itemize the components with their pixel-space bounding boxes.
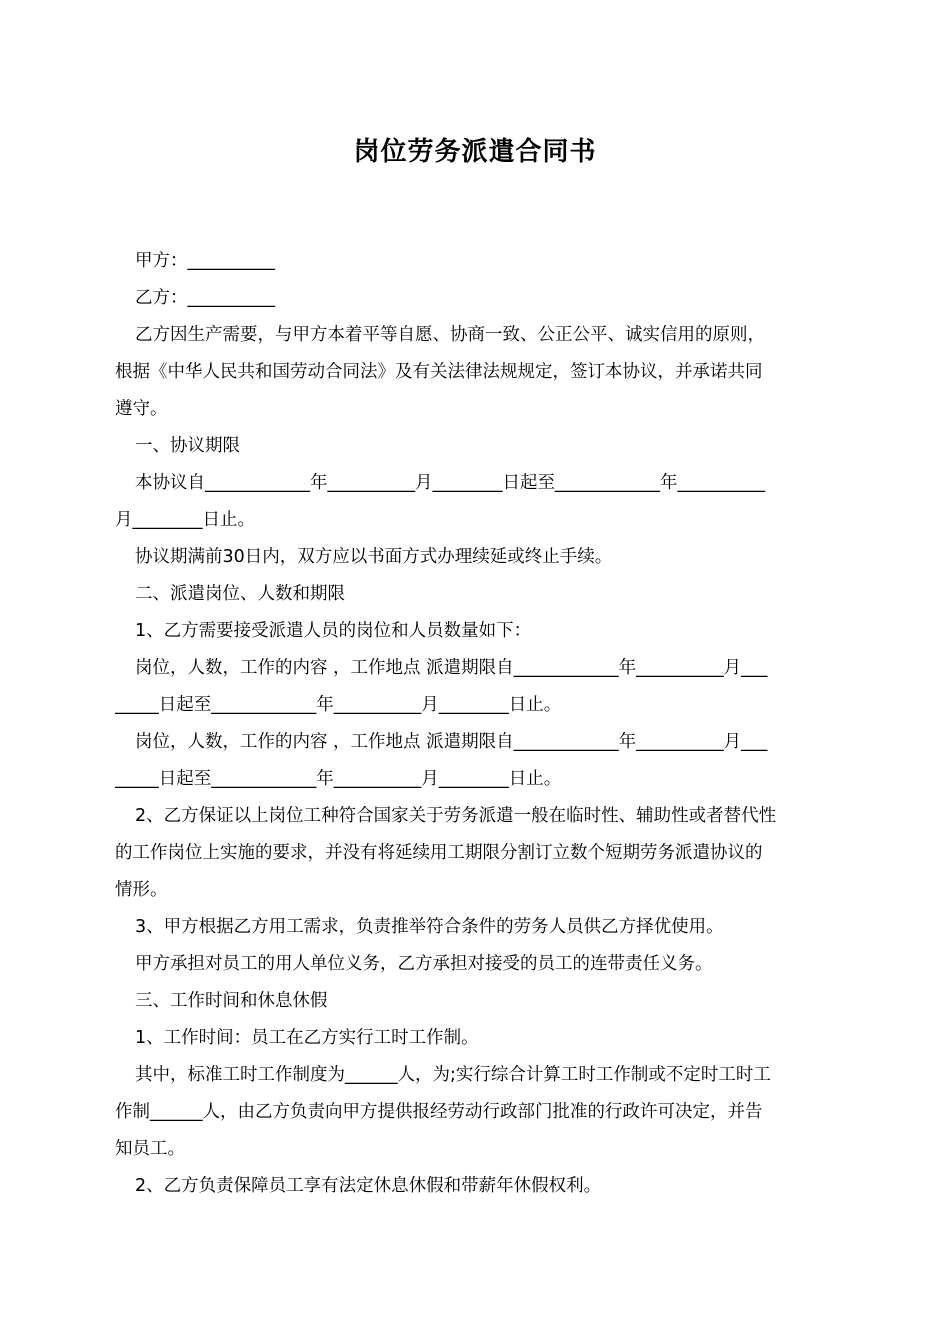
document-line: 情形。 <box>115 880 168 900</box>
document-line: 本协议自____________年__________月________日起至____________年__________ <box>135 473 765 493</box>
document-line: 2、乙方负责保障员工享有法定休息休假和带薪年休假权利。 <box>135 1176 602 1196</box>
document-line: 3、甲方根据乙方用工需求，负责推举符合条件的劳务人员供乙方择优使用。 <box>135 917 724 937</box>
document-line: _____日起至____________年__________月________日止。 <box>115 769 562 789</box>
document-line: 一、协议期限 <box>135 436 240 456</box>
document-line: 1、工作时间：员工在乙方实行工时工作制。 <box>135 1028 479 1048</box>
document-line: 1、乙方需要接受派遣人员的岗位和人员数量如下： <box>135 621 532 641</box>
document-line: 乙方因生产需要，与甲方本着平等自愿、协商一致、公正公平、诚实信用的原则， <box>135 325 765 345</box>
document-line: 遵守。 <box>115 399 168 419</box>
document-line: 甲方：__________ <box>135 251 275 271</box>
document-line: 协议期满前30日内，双方应以书面方式办理续延或终止手续。 <box>135 547 613 567</box>
document-line: 的工作岗位上实施的要求，并没有将延续用工期限分割订立数个短期劳务派遣协议的 <box>115 843 763 863</box>
document-line: 乙方：__________ <box>135 288 275 308</box>
document-line: 岗位，人数，工作的内容 ，工作地点 派遣期限自____________年__________月___ <box>135 658 768 678</box>
document-title: 岗位劳务派遣合同书 <box>353 137 597 167</box>
document-line: 岗位，人数，工作的内容 ，工作地点 派遣期限自____________年__________月___ <box>135 732 768 752</box>
document-line: 作制______人，由乙方负责向甲方提供报经劳动行政部门批准的行政许可决定，并告 <box>115 1102 763 1122</box>
document-line: 2、乙方保证以上岗位工种符合国家关于劳务派遣一般在临时性、辅助性或者替代性 <box>135 806 777 826</box>
document-line: 三、工作时间和休息休假 <box>135 991 328 1011</box>
document-line: 知员工。 <box>115 1139 185 1159</box>
document-body <box>115 243 837 1205</box>
document-line: 二、派遣岗位、人数和期限 <box>135 584 345 604</box>
document-line: 甲方承担对员工的用人单位义务，乙方承担对接受的员工的连带责任义务。 <box>135 954 713 974</box>
document-line: 根据《中华人民共和国劳动合同法》及有关法律法规规定，签订本协议，并承诺共同 <box>115 362 763 382</box>
document-line: _____日起至____________年__________月________日止。 <box>115 695 562 715</box>
document-line: 月________日止。 <box>115 510 255 530</box>
document-line: 其中，标准工时工作制度为______人，为;实行综合计算工时工作制或不定时工时工 <box>135 1065 771 1085</box>
